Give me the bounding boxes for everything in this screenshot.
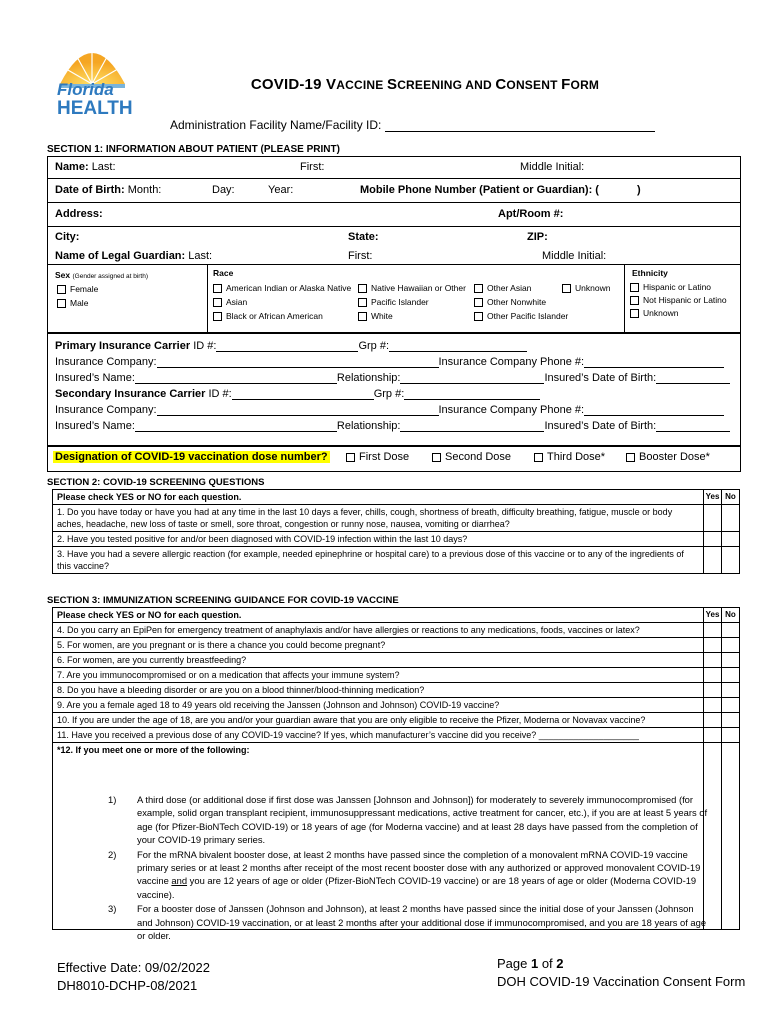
checkbox-icon[interactable] bbox=[630, 283, 639, 292]
footer-left bbox=[57, 959, 210, 995]
form-number: DH8010-DCHP-08/2021 bbox=[57, 978, 198, 993]
primary-insurance-row[interactable]: Primary Insurance Carrier ID #: Grp #: bbox=[55, 340, 527, 352]
race-label: Race bbox=[213, 268, 234, 278]
secondary-insurance-row[interactable]: Secondary Insurance Carrier ID #: Grp #: bbox=[55, 388, 540, 400]
table-row bbox=[53, 608, 740, 623]
florida-health-logo bbox=[55, 22, 133, 134]
dob-day-field[interactable]: Day: bbox=[212, 184, 235, 196]
apt-field[interactable]: Apt/Room #: bbox=[498, 208, 564, 220]
guardian-last-field[interactable]: Name of Legal Guardian: Last: bbox=[55, 250, 213, 262]
ethnicity-option[interactable]: Not Hispanic or Latino bbox=[630, 295, 727, 305]
checkbox-icon[interactable] bbox=[534, 453, 543, 462]
checkbox-icon[interactable] bbox=[630, 309, 639, 318]
primary-company-row[interactable]: Insurance Company: Insurance Company Phone #: bbox=[55, 356, 724, 368]
address-field[interactable]: Address: bbox=[55, 208, 103, 220]
checkbox-icon[interactable] bbox=[57, 299, 66, 308]
instruction-cell: Please check YES or NO for each question. bbox=[53, 608, 704, 623]
guardian-first-field[interactable]: First: bbox=[348, 250, 373, 262]
checkbox-icon[interactable] bbox=[626, 453, 635, 462]
race-option[interactable]: Other Pacific Islander bbox=[474, 311, 568, 321]
primary-insured-row[interactable]: Insured’s Name: Relationship: Insured’s Date of Birth: bbox=[55, 372, 730, 384]
race-option[interactable]: Black or African American bbox=[213, 311, 323, 321]
question-cell: 8. Do you have a bleeding disorder or are you on a blood thinner/blood-thinning medication? bbox=[53, 683, 704, 698]
effective-date: Effective Date: 09/02/2022 bbox=[57, 960, 210, 975]
yes-checkbox[interactable] bbox=[704, 638, 722, 653]
checkbox-icon[interactable] bbox=[432, 453, 441, 462]
list-item: 2) For the mRNA bivalent booster dose, at least 2 months have passed since the completion of a monovalent mRNA COVID-19 vaccine primary series or at least 2 months after receipt of the most recent booster dose with any authorized or approved monovalent COVID-19 vaccine and you are 12 years of age or older (Pfizer-BioNTech COVID-19 vaccine) or are 18 years of age or older (Moderna COVID-19 vaccine). bbox=[108, 848, 701, 900]
yes-checkbox[interactable] bbox=[704, 698, 722, 713]
no-checkbox[interactable] bbox=[722, 547, 740, 574]
dob-month-field[interactable]: Date of Birth: Month: bbox=[55, 184, 162, 196]
race-option[interactable]: American Indian or Alaska Native bbox=[213, 283, 351, 293]
q12-cell: *12. If you meet one or more of the following: bbox=[53, 743, 704, 930]
question-cell: 9. Are you a female aged 18 to 49 years old receiving the Janssen (Johnson and Johnson) COVID-19 vaccine? bbox=[53, 698, 704, 713]
race-option[interactable]: White bbox=[358, 311, 393, 321]
dose-option-second[interactable]: Second Dose bbox=[432, 451, 511, 463]
form-title: COVID-19 VACCINE SCREENING AND CONSENT FORM bbox=[250, 76, 600, 93]
city-field[interactable]: City: bbox=[55, 231, 80, 243]
no-checkbox[interactable] bbox=[722, 683, 740, 698]
q12-list bbox=[108, 793, 708, 943]
no-checkbox[interactable] bbox=[722, 638, 740, 653]
yes-checkbox[interactable] bbox=[704, 713, 722, 728]
facility-input-line[interactable] bbox=[385, 119, 655, 132]
table-row bbox=[53, 713, 740, 728]
question-cell: 11. Have you received a previous dose of any COVID-19 vaccine? If yes, which manufacturer’s vaccine did you receive? ____________________ bbox=[53, 728, 704, 743]
checkbox-icon[interactable] bbox=[474, 312, 483, 321]
ethnicity-option[interactable]: Hispanic or Latino bbox=[630, 282, 711, 292]
guardian-mi-field[interactable]: Middle Initial: bbox=[542, 250, 607, 262]
checkbox-icon[interactable] bbox=[213, 284, 222, 293]
instruction-cell: Please check YES or NO for each question. bbox=[53, 490, 704, 505]
question-cell: 7. Are you immunocompromised or on a medication that affects your immune system? bbox=[53, 668, 704, 683]
no-checkbox[interactable] bbox=[722, 532, 740, 547]
no-checkbox[interactable] bbox=[722, 668, 740, 683]
race-option[interactable]: Unknown bbox=[562, 283, 610, 293]
no-checkbox[interactable] bbox=[722, 653, 740, 668]
yes-checkbox[interactable] bbox=[704, 547, 722, 574]
section1-heading: SECTION 1: INFORMATION ABOUT PATIENT (PLEASE PRINT) bbox=[47, 144, 340, 155]
race-option[interactable]: Asian bbox=[213, 297, 247, 307]
yes-checkbox[interactable] bbox=[704, 728, 722, 743]
first-name-field[interactable]: First: bbox=[300, 161, 325, 173]
logo-text-florida: Florida bbox=[57, 80, 114, 99]
checkbox-icon[interactable] bbox=[358, 312, 367, 321]
no-header: No bbox=[722, 608, 740, 623]
no-checkbox[interactable] bbox=[722, 698, 740, 713]
name-row: Name: Last: bbox=[55, 161, 116, 173]
mobile-phone-field[interactable]: Mobile Phone Number (Patient or Guardian): ( bbox=[360, 184, 599, 196]
checkbox-icon[interactable] bbox=[474, 298, 483, 307]
checkbox-icon[interactable] bbox=[474, 284, 483, 293]
secondary-company-row[interactable]: Insurance Company: Insurance Company Phone #: bbox=[55, 404, 724, 416]
checkbox-icon[interactable] bbox=[358, 298, 367, 307]
checkbox-icon[interactable] bbox=[562, 284, 571, 293]
table-row bbox=[53, 683, 740, 698]
table-row bbox=[53, 623, 740, 638]
no-checkbox[interactable] bbox=[722, 743, 740, 930]
footer-right bbox=[497, 955, 745, 991]
dose-option-booster[interactable]: Booster Dose* bbox=[626, 451, 710, 463]
sex-label: Sex (Gender assigned at birth) bbox=[55, 270, 149, 280]
yes-header: Yes bbox=[704, 608, 722, 623]
checkbox-icon[interactable] bbox=[358, 284, 367, 293]
table-row bbox=[53, 490, 740, 505]
mobile-phone-close: ) bbox=[637, 184, 641, 196]
dose-option-first[interactable]: First Dose bbox=[346, 451, 409, 463]
section2-heading: SECTION 2: COVID-19 SCREENING QUESTIONS bbox=[47, 477, 265, 488]
yes-checkbox[interactable] bbox=[704, 505, 722, 532]
page-number: Page 1 of 2 bbox=[497, 956, 564, 971]
question-cell: 2. Have you tested positive for and/or been diagnosed with COVID-19 infection within the last 10 days? bbox=[53, 532, 704, 547]
question-cell: 5. For women, are you pregnant or is there a chance you could become pregnant? bbox=[53, 638, 704, 653]
yes-checkbox[interactable] bbox=[704, 653, 722, 668]
yes-checkbox[interactable] bbox=[704, 532, 722, 547]
race-option[interactable]: Other Asian bbox=[474, 283, 531, 293]
table-row bbox=[53, 698, 740, 713]
question-cell: 6. For women, are you currently breastfeeding? bbox=[53, 653, 704, 668]
list-item: 3) For a booster dose of Janssen (Johnson and Johnson), at least 2 months have passed since the initial dose of your Janssen (Johnson and Johnson) COVID-19 vaccination, or at least 2 months after your additional dose if immunocompromised, and you are 18 years of age or older. bbox=[108, 903, 707, 942]
section3-heading: SECTION 3: IMMUNIZATION SCREENING GUIDANCE FOR COVID-19 VACCINE bbox=[47, 595, 399, 606]
secondary-insured-row[interactable]: Insured’s Name: Relationship: Insured’s Date of Birth: bbox=[55, 420, 730, 432]
form-name: DOH COVID-19 Vaccination Consent Form bbox=[497, 974, 746, 989]
question-cell: 4. Do you carry an EpiPen for emergency treatment of anaphylaxis and/or have allergies or reactions to any medications, foods, vaccines or latex? bbox=[53, 623, 704, 638]
table-row bbox=[53, 505, 740, 532]
zip-field[interactable]: ZIP: bbox=[527, 231, 548, 243]
no-checkbox[interactable] bbox=[722, 728, 740, 743]
table-row bbox=[53, 653, 740, 668]
table-row bbox=[53, 668, 740, 683]
facility-field[interactable] bbox=[170, 118, 655, 132]
no-checkbox[interactable] bbox=[722, 713, 740, 728]
list-item: 1) A third dose (or additional dose if first dose was Janssen [Johnson and Johnson]) for moderately to severely immunocompromised (for example, solid organ transplant recipient, immunosuppressant medications, active treatment for cancer, etc.), if you are at least 5 years of age (for Pfizer-BioNTech COVID-19) or 18 years of age (for Moderna vaccine) and at least 28 days have passed from the completion of your COVID-19 primary series. bbox=[108, 794, 708, 846]
ethnicity-label: Ethnicity bbox=[632, 268, 668, 278]
middle-initial-field[interactable]: Middle Initial: bbox=[520, 161, 585, 173]
yes-header: Yes bbox=[704, 490, 722, 505]
table-row bbox=[53, 532, 740, 547]
dose-option-third[interactable]: Third Dose* bbox=[534, 451, 605, 463]
no-checkbox[interactable] bbox=[722, 623, 740, 638]
yes-checkbox[interactable] bbox=[704, 668, 722, 683]
table-row bbox=[53, 638, 740, 653]
question-cell: 3. Have you had a severe allergic reaction (for example, needed epinephrine or hospital care) to a previous dose of this vaccine or to any of the ingredients of this vaccine? bbox=[53, 547, 704, 574]
yes-checkbox[interactable] bbox=[704, 623, 722, 638]
ethnicity-option[interactable]: Unknown bbox=[630, 308, 678, 318]
race-option[interactable]: Other Nonwhite bbox=[474, 297, 546, 307]
table-row bbox=[53, 728, 740, 743]
section2-table bbox=[52, 489, 740, 574]
no-header: No bbox=[722, 490, 740, 505]
checkbox-icon[interactable] bbox=[630, 296, 639, 305]
checkbox-icon[interactable] bbox=[213, 298, 222, 307]
question-cell: 10. If you are under the age of 18, are you and/or your guardian aware that you are only eligible to receive the Pfizer, Moderna or Novavax vaccine? bbox=[53, 713, 704, 728]
checkbox-icon[interactable] bbox=[346, 453, 355, 462]
checkbox-icon[interactable] bbox=[213, 312, 222, 321]
facility-label: Administration Facility Name/Facility ID: bbox=[170, 118, 382, 132]
table-row bbox=[53, 547, 740, 574]
sex-option-female[interactable]: Female bbox=[57, 284, 98, 294]
sex-option-male[interactable]: Male bbox=[57, 298, 88, 308]
yes-checkbox[interactable] bbox=[704, 683, 722, 698]
state-field[interactable]: State: bbox=[348, 231, 379, 243]
dob-year-field[interactable]: Year: bbox=[268, 184, 294, 196]
no-checkbox[interactable] bbox=[722, 505, 740, 532]
dose-label: Designation of COVID-19 vaccination dose number? bbox=[55, 451, 328, 463]
race-option[interactable]: Pacific Islander bbox=[358, 297, 429, 307]
question-cell: 1. Do you have today or have you had at any time in the last 10 days a fever, chills, cough, shortness of breath, difficulty breathing, fatigue, muscle or body aches, headache, new loss of taste or smell, sore throat, congestion or runny nose, nausea, vomiting or diarrhea? bbox=[53, 505, 704, 532]
race-option[interactable]: Native Hawaiian or Other bbox=[358, 283, 466, 293]
checkbox-icon[interactable] bbox=[57, 285, 66, 294]
logo-text-health: HEALTH bbox=[57, 98, 133, 119]
